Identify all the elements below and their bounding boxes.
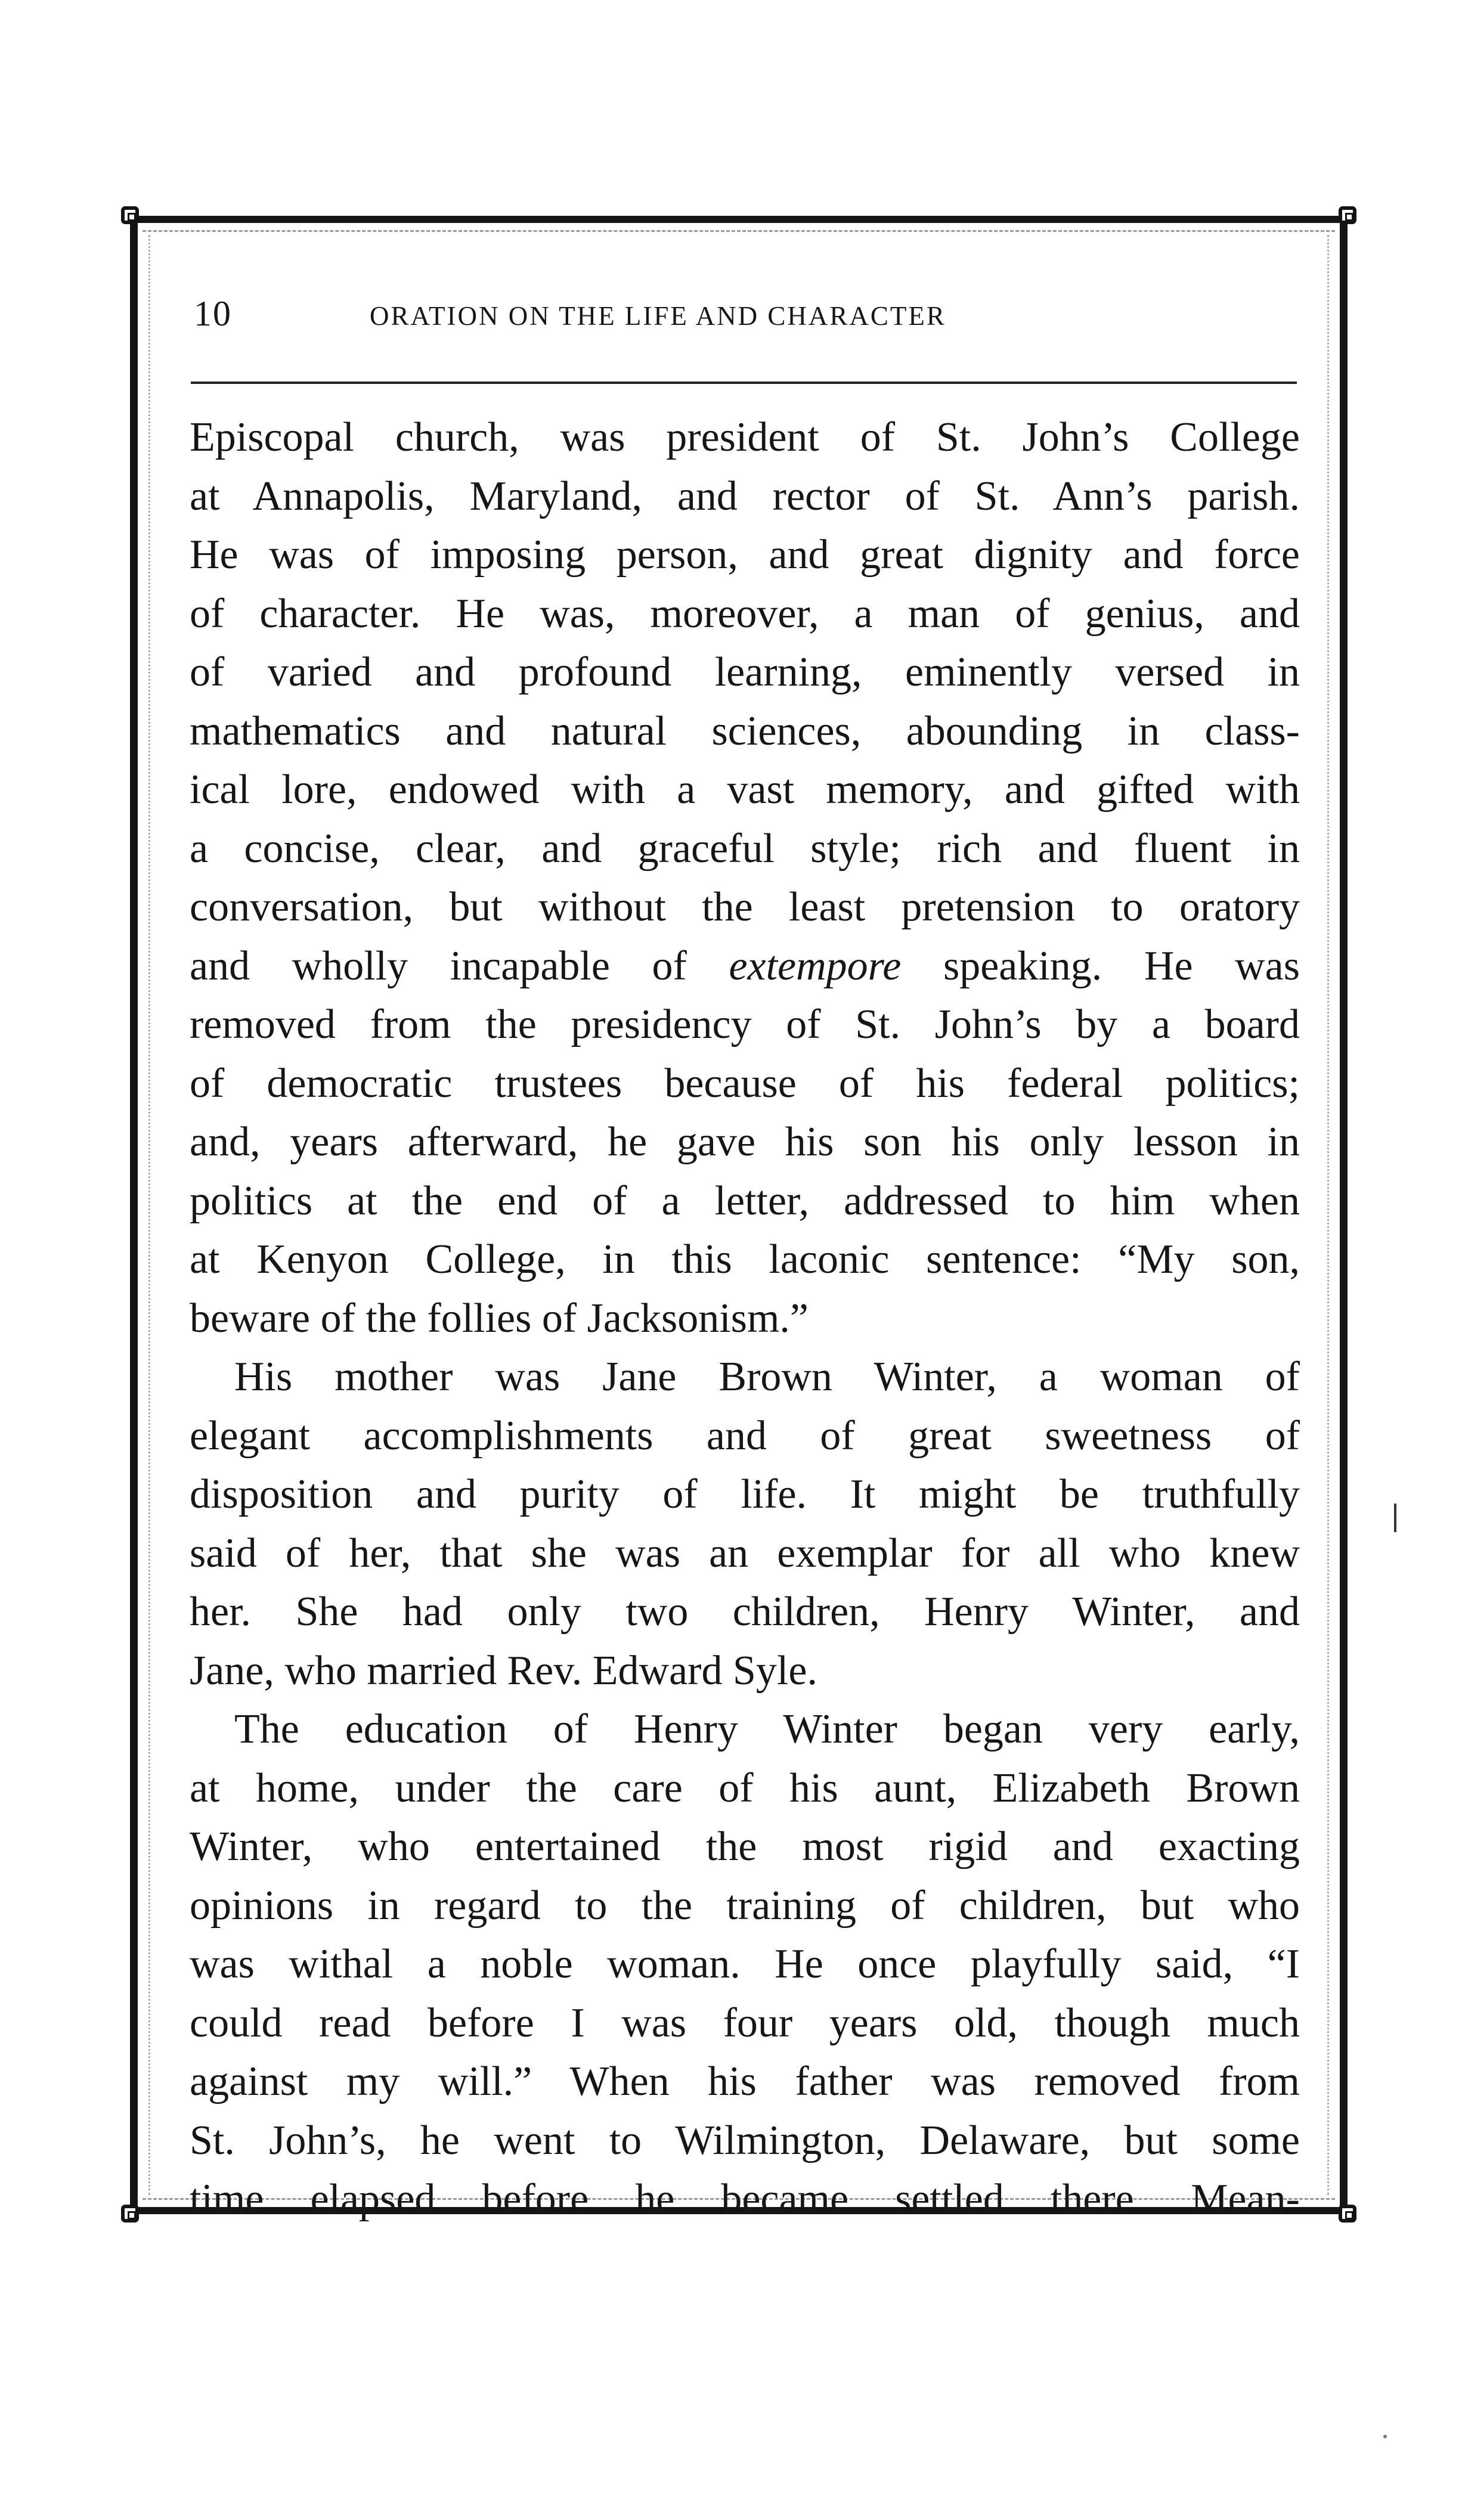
header-rule bbox=[191, 382, 1297, 384]
page-number: 10 bbox=[194, 294, 232, 333]
page-header bbox=[194, 293, 1300, 341]
running-head: ORATION ON THE LIFE AND CHARACTER bbox=[370, 301, 946, 331]
text-line: The education of Henry Winter began very early, bbox=[234, 1706, 1300, 1752]
text-line: politics at the end of a letter, addressed to him when bbox=[190, 1177, 1300, 1224]
text-line: her. She had only two children, Henry Winter, and bbox=[190, 1589, 1300, 1635]
text-line: was withal a noble woman. He once playfully said, “I bbox=[190, 1941, 1300, 1987]
text-line: Winter, who entertained the most rigid and exacting bbox=[190, 1824, 1300, 1870]
text-line: against my will.” When his father was removed from bbox=[190, 2059, 1300, 2104]
text-line: could read before I was four years old, though much bbox=[190, 2000, 1300, 2046]
text-line: ical lore, endowed with a vast memory, and gifted with bbox=[190, 767, 1300, 813]
text-line-with-italic bbox=[190, 937, 1300, 996]
text-line: of varied and profound learning, eminently versed in bbox=[190, 649, 1300, 695]
text-line: beware of the follies of Jacksonism.” bbox=[190, 1295, 809, 1341]
body-text bbox=[190, 408, 1300, 2229]
italic-word: extempore bbox=[729, 943, 902, 989]
text-line: at home, under the care of his aunt, Elizabeth Brown bbox=[190, 1765, 1300, 1811]
text-line: of character. He was, moreover, a man of genius, and bbox=[190, 590, 1300, 637]
text-run: speaking. He was bbox=[901, 943, 1300, 989]
text-line: mathematics and natural sciences, abounding in class- bbox=[190, 708, 1300, 754]
text-line: His mother was Jane Brown Winter, a woman of bbox=[234, 1354, 1300, 1400]
border-corner-ornament-bottom-right bbox=[1339, 2205, 1356, 2223]
text-line: of democratic trustees because of his federal politics; bbox=[190, 1060, 1300, 1106]
text-line: a concise, clear, and graceful style; rich and fluent in bbox=[190, 825, 1300, 872]
text-line: removed from the presidency of St. John’s by a board bbox=[190, 1002, 1300, 1047]
text-line: conversation, but without the least pretension to oratory bbox=[190, 884, 1300, 930]
text-line: Jane, who married Rev. Edward Syle. bbox=[190, 1647, 817, 1694]
stray-dot bbox=[1383, 2435, 1387, 2438]
text-line: Episcopal church, was president of St. John’s College bbox=[190, 414, 1300, 460]
text-line: at Annapolis, Maryland, and rector of St. Ann’s parish. bbox=[190, 473, 1300, 519]
margin-mark bbox=[1394, 1504, 1396, 1532]
text-line: said of her, that she was an exemplar for all who knew bbox=[190, 1530, 1300, 1576]
border-inner-rule-right bbox=[1327, 235, 1329, 2195]
text-line: St. John’s, he went to Wilmington, Delaware, but some bbox=[190, 2117, 1300, 2163]
text-line: and, years afterward, he gave his son his only lesson in bbox=[190, 1119, 1300, 1165]
text-line: opinions in regard to the training of children, but who bbox=[190, 1882, 1300, 1929]
border-corner-ornament-top-right bbox=[1339, 206, 1356, 224]
border-inner-rule-left bbox=[148, 235, 150, 2195]
text-line: disposition and purity of life. It might be truthfully bbox=[190, 1471, 1300, 1517]
border-corner-ornament-top-left bbox=[121, 206, 139, 224]
border-inner-rule-top bbox=[143, 230, 1335, 232]
text-line: elegant accomplishments and of great sweetness of bbox=[190, 1412, 1300, 1459]
text-run: and wholly incapable of bbox=[190, 943, 729, 989]
text-line: at Kenyon College, in this laconic sentence: “My son, bbox=[190, 1236, 1300, 1282]
border-corner-ornament-bottom-left bbox=[121, 2205, 139, 2223]
text-line: time elapsed before he became settled there. Mean- bbox=[190, 2176, 1300, 2222]
text-line: He was of imposing person, and great dignity and force bbox=[190, 532, 1300, 578]
